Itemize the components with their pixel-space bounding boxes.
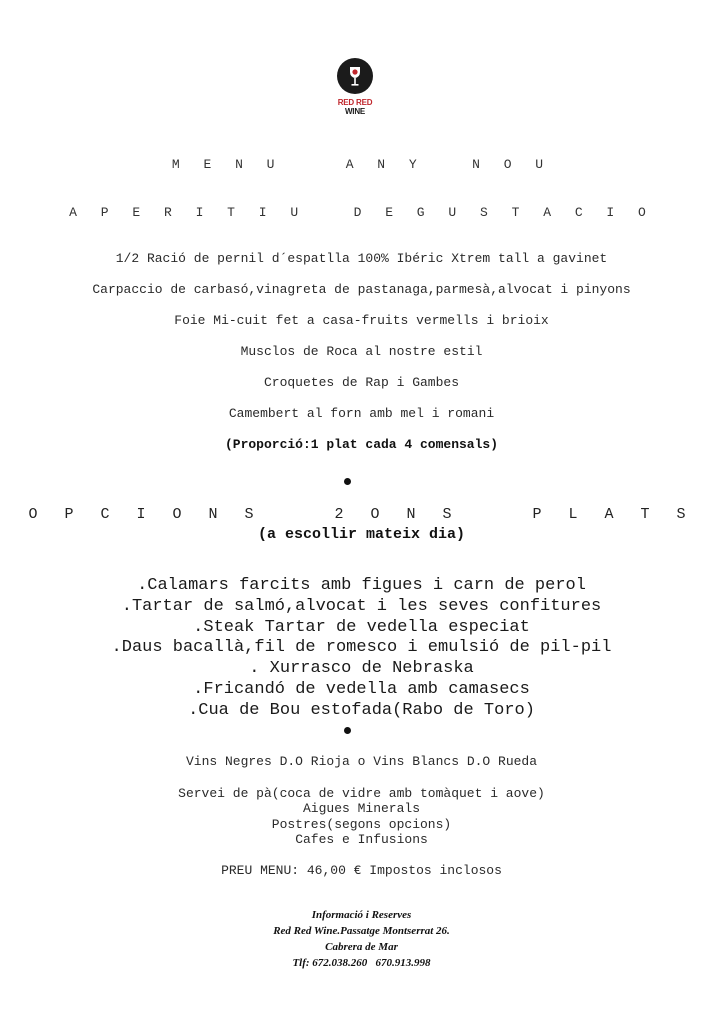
segons-item: .Daus bacallà,fil de romesco i emulsió de pil-pil (111, 638, 612, 657)
segons-subheading: (a escollir mateix dia) (257, 526, 466, 543)
logo-text-wine: WINE (344, 107, 366, 116)
segons-item: .Tartar de salmó,alvocat i les seves confitures (121, 597, 602, 616)
wines-line: Vins Negres D.O Rioja o Vins Blancs D.O Rueda (185, 754, 538, 769)
segons-heading: O P C I O N S 2 O N S P L A T S (28, 506, 695, 523)
price-line: PREU MENU: 46,00 € Impostos inclosos (221, 863, 502, 878)
coffee-line: Cafes e Infusions (295, 832, 428, 847)
aperitiu-item: 1/2 Ració de pernil d´espatlla 100% Ibéric Xtrem tall a gavinet (115, 251, 608, 266)
contact-address: Red Red Wine.Passatge Montserrat 26. (273, 925, 450, 937)
contact-city: Cabrera de Mar (325, 941, 398, 953)
aperitiu-item: Foie Mi-cuit fet a casa-fruits vermells i brioix (174, 313, 549, 328)
segons-item: . Xurrasco de Nebraska (249, 659, 474, 678)
menu-title: M E N U A N Y N O U (171, 157, 552, 172)
contact-phone: Tlf: 672.038.260 670.913.998 (292, 957, 431, 969)
aperitiu-item: Croquetes de Rap i Gambes (263, 375, 460, 390)
aperitiu-heading: A P E R I T I U D E G U S T A C I O (69, 205, 654, 220)
aperitiu-proportion-note: (Proporció:1 plat cada 4 comensals) (224, 437, 499, 452)
bread-line: Servei de pà(coca de vidre amb tomàquet i aove) (178, 786, 545, 801)
contact-title: Informació i Reserves (311, 909, 412, 921)
aperitiu-item: Camembert al forn amb mel i romani (228, 406, 495, 421)
aperitiu-item: Musclos de Roca al nostre estil (240, 344, 483, 359)
segons-item: .Calamars farcits amb figues i carn de perol (137, 576, 586, 595)
segons-item: .Steak Tartar de vedella especiat (193, 618, 530, 637)
logo-wordmark (327, 98, 383, 116)
logo (333, 58, 389, 114)
logo-circle (337, 58, 373, 94)
wine-glass-pin-icon (337, 58, 373, 94)
desserts-line: Postres(segons opcions) (271, 817, 452, 832)
logo-text-red: RED RED (337, 98, 373, 107)
segons-item: .Cua de Bou estofada(Rabo de Toro) (188, 701, 535, 720)
divider-dot (344, 727, 351, 734)
segons-item: .Fricandó de vedella amb camasecs (193, 680, 530, 699)
divider-dot (344, 478, 351, 485)
aperitiu-item: Carpaccio de carbasó,vinagreta de pastanaga,parmesà,alvocat i pinyons (92, 282, 631, 297)
water-line: Aigues Minerals (302, 801, 421, 816)
